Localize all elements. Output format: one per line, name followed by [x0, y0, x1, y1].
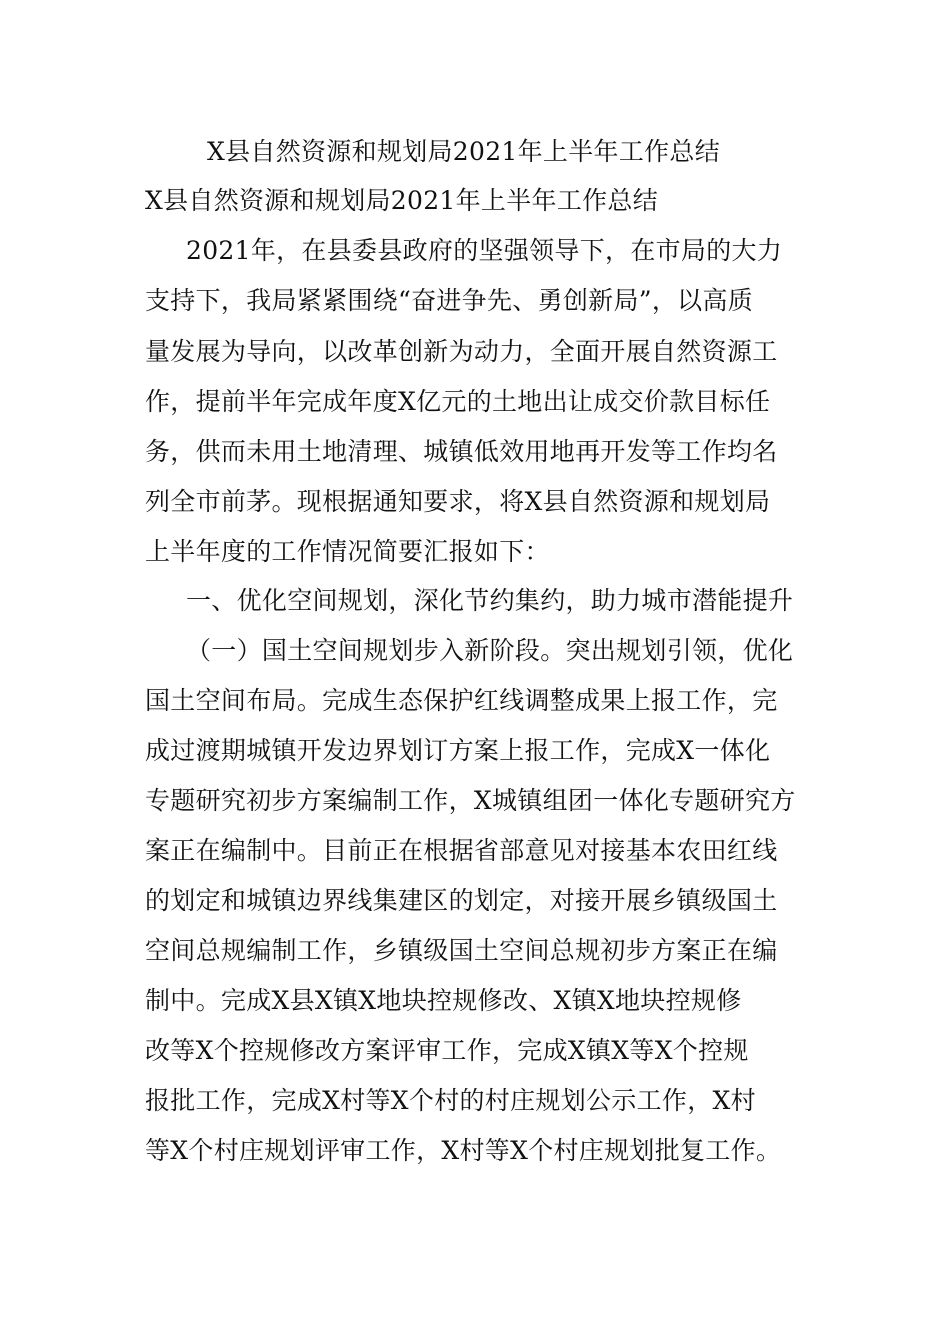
paragraph-line: 案正在编制中。目前正在根据省部意见对接基本农田红线: [145, 836, 778, 865]
document-title: X县自然资源和规划局2021年上半年工作总结: [145, 186, 659, 215]
document-title-centered: X县自然资源和规划局2021年上半年工作总结: [207, 137, 721, 166]
paragraph-line: 等X个村庄规划评审工作，X村等X个村庄规划批复工作。: [145, 1136, 782, 1165]
paragraph-line: 空间总规编制工作，乡镇级国土空间总规初步方案正在编: [145, 936, 778, 965]
paragraph-line: 制中。完成X县X镇X地块控规修改、X镇X地块控规修: [145, 986, 742, 1015]
paragraph-line: 专题研究初步方案编制工作，X城镇组团一体化专题研究方: [145, 786, 796, 815]
paragraph-line: 务，供而未用土地清理、城镇低效用地再开发等工作均名: [145, 437, 778, 466]
paragraph-line: （一）国土空间规划步入新阶段。突出规划引领，优化: [186, 636, 794, 665]
section-heading: 一、优化空间规划，深化节约集约，助力城市潜能提升: [186, 586, 794, 615]
paragraph-line: 作，提前半年完成年度X亿元的土地出让成交价款目标任: [145, 387, 771, 416]
paragraph-line: 2021年，在县委县政府的坚强领导下，在市局的大力: [186, 236, 783, 265]
paragraph-line: 列全市前茅。现根据通知要求，将X县自然资源和规划局: [145, 487, 771, 516]
paragraph-line: 上半年度的工作情况简要汇报如下：: [145, 537, 550, 566]
paragraph-line: 支持下，我局紧紧围绕“奋进争先、勇创新局”，以高质: [145, 286, 754, 315]
paragraph-line: 报批工作，完成X村等X个村的村庄规划公示工作，X村: [145, 1086, 756, 1115]
paragraph-line: 国土空间布局。完成生态保护红线调整成果上报工作，完: [145, 686, 778, 715]
paragraph-line: 成过渡期城镇开发边界划订方案上报工作，完成X一体化: [145, 736, 771, 765]
paragraph-line: 改等X个控规修改方案评审工作，完成X镇X等X个控规: [145, 1036, 749, 1065]
paragraph-line: 的划定和城镇边界线集建区的划定，对接开展乡镇级国土: [145, 886, 778, 915]
paragraph-line: 量发展为导向，以改革创新为动力，全面开展自然资源工: [145, 337, 778, 366]
